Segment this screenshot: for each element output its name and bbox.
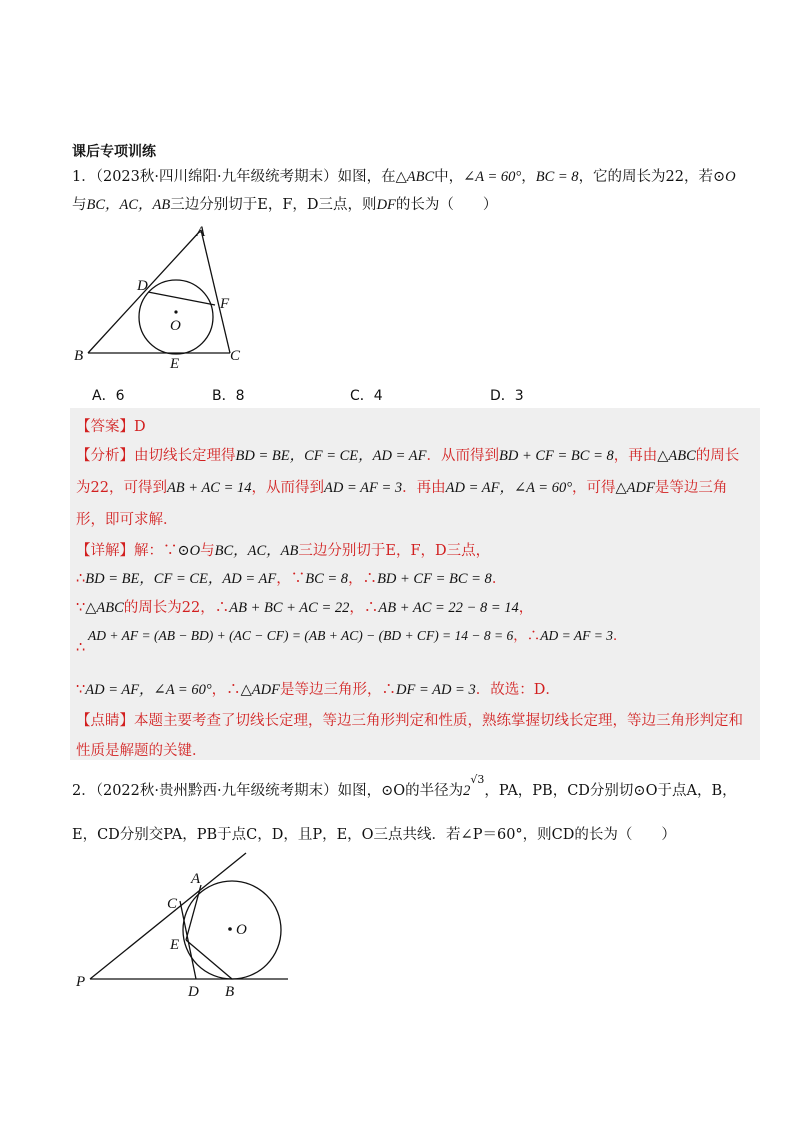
tangent-pa [90, 853, 246, 979]
math: BD = BE，CF = CE，AD = AF [235, 448, 427, 464]
analysis-text: ．从而得到 [426, 448, 499, 464]
label-c: C [230, 348, 241, 364]
q2-number: 2． [72, 783, 96, 799]
label-d: D [137, 278, 148, 294]
answer-line: 【答案】D [76, 419, 146, 435]
analysis-text: 由切线长定理得 [134, 448, 236, 464]
q1-text: 的长为（ ） [395, 197, 498, 213]
math: BC，AC，AB [214, 543, 299, 559]
detail-text: ，∴ [348, 571, 378, 587]
q2-text: ，PA，PB，CD分别切⊙O于点A，B， [484, 783, 737, 799]
label-o: O [170, 318, 181, 334]
detail-text: 解：∵ [134, 543, 178, 559]
detail-text: 与 [200, 543, 215, 559]
option-a[interactable]: A．6 [92, 388, 125, 404]
math: AD = AF = 3 [324, 480, 403, 496]
q2-radius-root: √3 [470, 773, 485, 787]
analysis-text: ，从而得到 [251, 480, 325, 496]
detail-text: ∴ [76, 571, 86, 587]
analysis-text: ，再由 [613, 448, 658, 464]
analysis-text: 是等边三角 [654, 480, 728, 496]
label-o: O [236, 922, 247, 938]
q1-stem-line1 [72, 165, 736, 186]
q1-df: DF [376, 197, 396, 213]
math: AB + AC = 22 − 8 = 14 [378, 600, 519, 616]
analysis-tag: 【分析】 [76, 448, 134, 464]
detail-text: ， [518, 600, 534, 616]
math: BC = 8 [305, 571, 349, 587]
label-f: F [220, 296, 230, 312]
q1-sides: BC，AC，AB [86, 197, 171, 213]
detail-text: 三边分别切于E，F，D三点， [298, 543, 491, 559]
center-dot [174, 310, 177, 313]
label-d: D [188, 984, 199, 1000]
math: BD = BE，CF = CE，AD = AF [85, 571, 277, 587]
math: AD = AF，∠A = 60° [85, 682, 212, 698]
q1-stem-line2 [72, 193, 497, 214]
label-a: A [191, 871, 201, 887]
detail-text: ． [612, 628, 627, 644]
detail-text: ．故选：D． [475, 682, 560, 698]
q1-source: （2023秋·四川绵阳·九年级统考期末）如图，在 [95, 169, 396, 185]
math: AD = AF，∠A = 60° [445, 480, 573, 496]
center-dot [228, 927, 232, 931]
math: △ABC [85, 600, 124, 616]
detail-line4 [88, 624, 626, 644]
q1-circle: ⊙O [713, 169, 736, 185]
q2-radius-coef: 2 [463, 783, 471, 799]
label-b: B [74, 348, 84, 364]
detail-text: ，∴ [349, 600, 379, 616]
analysis-line2 [76, 476, 727, 497]
detail-text: ∵ [76, 600, 86, 616]
q1-number: 1． [72, 169, 96, 185]
option-b[interactable]: B．8 [212, 388, 245, 404]
q1-figure [60, 218, 260, 378]
detail-text: 是等边三角形，∴ [279, 682, 396, 698]
math: DF = AD = 3 [395, 682, 476, 698]
math: AB + BC + AC = 22 [229, 600, 350, 616]
math: AB + AC = 14 [166, 480, 252, 496]
analysis-text: 的周长 [695, 448, 740, 464]
comment-line1 [76, 709, 743, 730]
side-ac [201, 230, 230, 353]
math: AD = AF = 3 [540, 628, 613, 643]
math: △ABC [657, 448, 696, 464]
section-title: 课后专项训练 [72, 144, 156, 160]
analysis-text: 为22，可得到 [76, 480, 167, 496]
math: BD + CF = BC = 8 [377, 571, 492, 587]
q1-text: 三边分别切于E，F，D三点，则 [170, 197, 377, 213]
detail-text: 的周长为22，∴ [123, 600, 230, 616]
label-b: B [225, 984, 235, 1000]
chord-ae [186, 885, 201, 940]
q1-text: 中， [434, 169, 464, 185]
detail-text: ，∵ [276, 571, 306, 587]
q1-triangle: △ABC [395, 169, 435, 185]
label-p: P [76, 974, 86, 990]
math: △ADF [615, 480, 655, 496]
q2-text: （2022秋·贵州黔西·九年级统考期末）如图，⊙O的半径为 [95, 783, 464, 799]
detail-text: ，∴ [513, 628, 541, 644]
label-c: C [167, 896, 178, 912]
label-e: E [170, 356, 180, 372]
detail-tag: 【详解】 [76, 543, 134, 559]
math: △ADF [240, 682, 280, 698]
option-d[interactable]: D．3 [490, 388, 524, 404]
detail-line2 [76, 567, 506, 588]
detail-text: ∵ [76, 682, 86, 698]
detail-therefore: ∴ [76, 640, 86, 656]
detail-line3 [76, 596, 533, 617]
q1-text: 与 [72, 197, 87, 213]
q2-figure [70, 850, 300, 1000]
q1-text: ，它的周长为22，若 [578, 169, 714, 185]
math: ⊙O [177, 543, 201, 559]
analysis-line1 [76, 444, 739, 465]
analysis-text: ，可得 [572, 480, 616, 496]
q2-stem-line1 [72, 773, 737, 800]
comment-text: 本题主要考查了切线长定理，等边三角形判定和性质，熟练掌握切线长定理，等边三角形判定和 [134, 713, 743, 729]
label-a: A [196, 224, 206, 240]
detail-text: ． [491, 571, 507, 587]
math: AD + AF = (AB − BD) + (AC − CF) = (AB + AC) − (BD + CF) = 14 − 8 = 6 [88, 628, 514, 643]
option-c[interactable]: C．4 [350, 388, 383, 404]
label-e: E [170, 937, 180, 953]
comment-tag: 【点睛】 [76, 713, 134, 729]
math: BD + CF = BC = 8 [499, 448, 614, 464]
detail-line1 [76, 539, 490, 560]
analysis-text: ．再由 [402, 480, 446, 496]
comment-line2: 性质是解题的关键． [76, 743, 207, 759]
q1-angle: ∠A = 60° [463, 169, 522, 185]
analysis-line3: 形，即可求解． [76, 512, 178, 528]
q2-stem-line2: E，CD分别交PA，PB于点C，D，且P，E，O三点共线．若∠P＝60°，则CD的长为（ ） [72, 827, 676, 843]
incircle [139, 280, 213, 354]
detail-line5 [76, 678, 560, 699]
q1-bc: BC = 8 [535, 169, 579, 185]
q1-text: ， [521, 169, 536, 185]
detail-text: ，∴ [211, 682, 241, 698]
